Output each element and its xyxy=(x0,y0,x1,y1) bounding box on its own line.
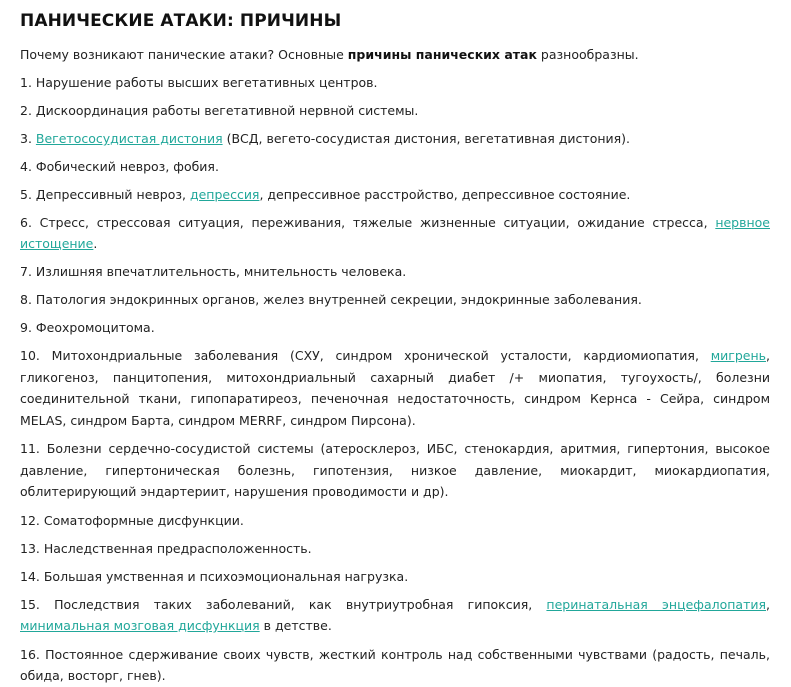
intro-text: Почему возникают панические атаки? Основные xyxy=(20,47,348,62)
item-text: (ВСД, вегето-сосудистая дистония, вегетативная дистония). xyxy=(222,131,631,146)
intro-paragraph xyxy=(20,44,770,65)
cause-item-8: 8. Патология эндокринных органов, желез внутренней секреции, эндокринные заболевания. xyxy=(20,292,642,307)
page-title: ПАНИЧЕСКИЕ АТАКИ: ПРИЧИНЫ xyxy=(20,11,342,31)
cause-item-3 xyxy=(20,128,770,149)
article xyxy=(20,0,770,687)
link-migraine[interactable]: мигрень xyxy=(710,348,767,363)
cause-item-4: 4. Фобический невроз, фобия. xyxy=(20,159,219,174)
item-text: , xyxy=(766,596,770,612)
item-text: 5. Депрессивный невроз, xyxy=(20,187,190,202)
link-nervous-exhaustion[interactable]: нервное истощение xyxy=(20,215,770,251)
item-text: 15. Последствия таких заболеваний, как внутриутробная гипоксия, xyxy=(20,596,547,612)
link-depression[interactable]: депрессия xyxy=(189,187,260,202)
link-vegetovascular-dystonia[interactable]: Вегетососудистая дистония xyxy=(35,131,223,146)
cause-item-14: 14. Большая умственная и психоэмоциональная нагрузка. xyxy=(20,568,409,584)
cause-item-5 xyxy=(20,184,770,205)
cause-item-6 xyxy=(20,212,770,254)
link-minimal-brain-dysfunction[interactable]: минимальная мозговая дисфункция xyxy=(20,618,260,633)
cause-item-12: 12. Соматоформные дисфункции. xyxy=(20,512,244,528)
cause-item-10 xyxy=(20,345,770,431)
cause-item-2: 2. Дискоординация работы вегетативной нервной системы. xyxy=(20,103,419,118)
item-text: 3. xyxy=(20,131,36,146)
item-text: в детстве. xyxy=(259,618,332,633)
cause-item-11: 11. Болезни сердечно-сосудистой системы (атеросклероз, ИБС, стенокардия, аритмия, гипертония, высокое давление, гипертоническая болезнь, гипотензия, низкое давление, миокардит, миокардиопатия, облитерирующий эндартериит, нарушения проводимости и др). xyxy=(20,441,770,499)
cause-item-1: 1. Нарушение работы высших вегетативных центров. xyxy=(20,75,378,90)
link-perinatal-encephalopathy[interactable]: перинатальная энцефалопатия xyxy=(546,596,767,612)
intro-bold-text: причины панических атак xyxy=(347,47,537,62)
intro-text-end: разнообразны. xyxy=(536,47,639,62)
item-text: , гликогеноз, панцитопения, митохондриальный сахарный диабет /+ миопатия, тугоухость/, болезни соединительной ткани, гипопаратиреоз, печеночная недостаточность, синдром Кернса - Сейра, синдром MELAS, синдром Барта, синдром MERRF, синдром Пирсона). xyxy=(20,348,770,428)
item-text: . xyxy=(93,236,98,251)
item-text: , депрессивное расстройство, депрессивное состояние. xyxy=(259,187,631,202)
cause-item-9: 9. Феохромоцитома. xyxy=(20,320,155,335)
cause-item-16: 16. Постоянное сдерживание своих чувств, жесткий контроль над собственными чувствами (радость, печаль, обида, восторг, гнев). xyxy=(20,646,770,683)
item-text: 10. Митохондриальные заболевания (СХУ, синдром хронической усталости, кардиомиопатия, xyxy=(20,348,711,363)
item-text: 6. Стресс, стрессовая ситуация, переживания, тяжелые жизненные ситуации, ожидание стресса, xyxy=(20,215,716,230)
cause-item-15 xyxy=(20,594,770,637)
cause-item-13: 13. Наследственная предрасположенность. xyxy=(20,540,312,556)
cause-item-7: 7. Излишняя впечатлительность, мнительность человека. xyxy=(20,264,407,279)
